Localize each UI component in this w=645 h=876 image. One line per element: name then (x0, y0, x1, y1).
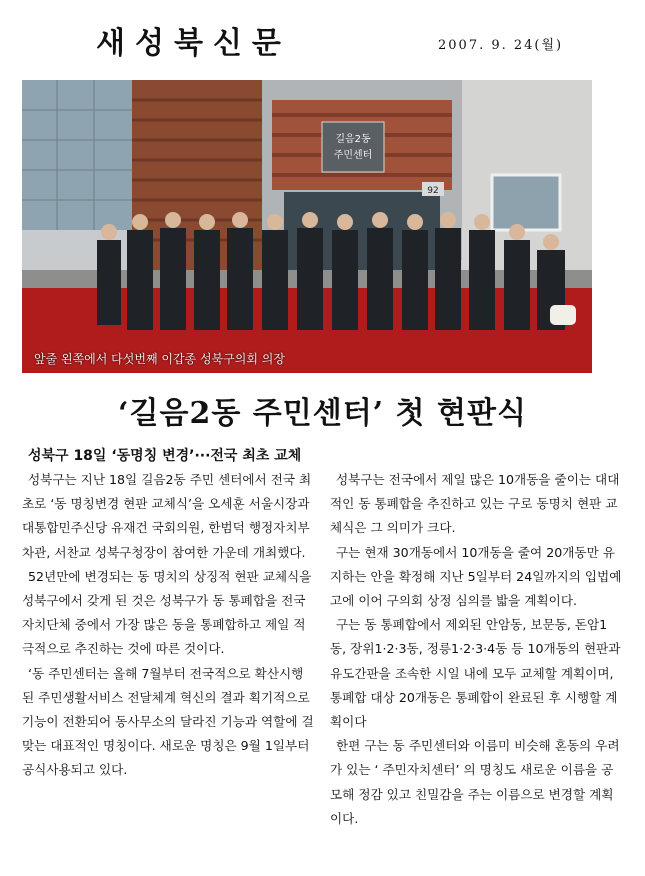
photo-caption: 앞줄 왼쪽에서 다섯번째 이갑종 성북구의회 의장 (34, 352, 285, 366)
article-paragraph: ‘동 주민센터는 올해 7월부터 전국적으로 확산시행된 주민생활서비스 전달체계 혁신의 결과 획기적으로 기능이 전환되어 동사무소의 달라진 기능과 역할에 걸 맞는 대표적인 명칭이다. 새로운 명칭은 9월 1일부터 공식사용되고 있다. (22, 665, 314, 778)
ceremony-photo-illustration (22, 80, 592, 373)
article-paragraph: 성북구는 전국에서 제일 많은 10개동을 줄이는 대대적인 동 통폐합을 추진하고 있는 구로 동명치 현판 교체식은 그 의미가 크다. (330, 472, 620, 536)
article-subheadline: 성북구 18일 ‘동명칭 변경’···전국 최초 교체 (28, 448, 302, 464)
article-paragraph: 성북구는 지난 18일 길음2동 주민 센터에서 전국 최초로 ‘동 명칭변경 현판 교체식’을 오세훈 서울시장과 대통합민주신당 유재건 국회의원, 한범덕 행정자치부 차관, 서찬교 성북구청장이 참여한 가운데 개최했다. (22, 472, 312, 560)
article-paragraph: 구는 현재 30개동에서 10개동을 줄여 20개동만 유지하는 안을 확정해 지난 5일부터 24일까지의 입법예고에 이어 구의회 상정 심의를 밟을 계획이다. (330, 544, 622, 609)
article-paragraph: 52년만에 변경되는 동 명치의 상징적 현판 교체식을 성북구에서 갖게 된 것은 성북구가 동 통폐합을 전국 자치단체 중에서 가장 많은 동을 통폐합하고 제일 적극적으로 추진하는 것에 따른 것이다. (22, 568, 312, 657)
building-number: 92 (427, 186, 439, 196)
sign-text-line-1: 길음2동 (335, 134, 371, 145)
newspaper-masthead: 새성북신문 (96, 26, 291, 61)
article-paragraph: 구는 동 통폐합에서 제외된 안암동, 보문동, 돈암1동, 장위1·2·3동, 정릉1·2·3·4동 등 10개동의 현판과 유도간판을 조속한 시일 내에 모두 교체할 계획이며, 통폐합 대상 20개동은 통폐합이 완료된 후 시행할 계획이다 (330, 617, 621, 730)
article-paragraph: 한편 구는 동 주민센터와 이름미 비슷해 혼동의 우려가 있는 ‘ 주민자치센터’ 의 명칭도 새로운 이름을 공모해 정감 있고 친밀감을 주는 이름으로 변경할 계획이다. (330, 738, 620, 826)
article-column-right (330, 468, 622, 831)
article-column-left (22, 468, 314, 783)
issue-date: 2007. 9. 24(월) (438, 38, 564, 53)
building-sign (322, 122, 384, 172)
sign-text-line-2: 주민센터 (333, 150, 373, 161)
ceremony-photo (22, 80, 592, 373)
article-headline: ‘길음2동 주민센터’ 첫 현판식 (118, 396, 527, 431)
